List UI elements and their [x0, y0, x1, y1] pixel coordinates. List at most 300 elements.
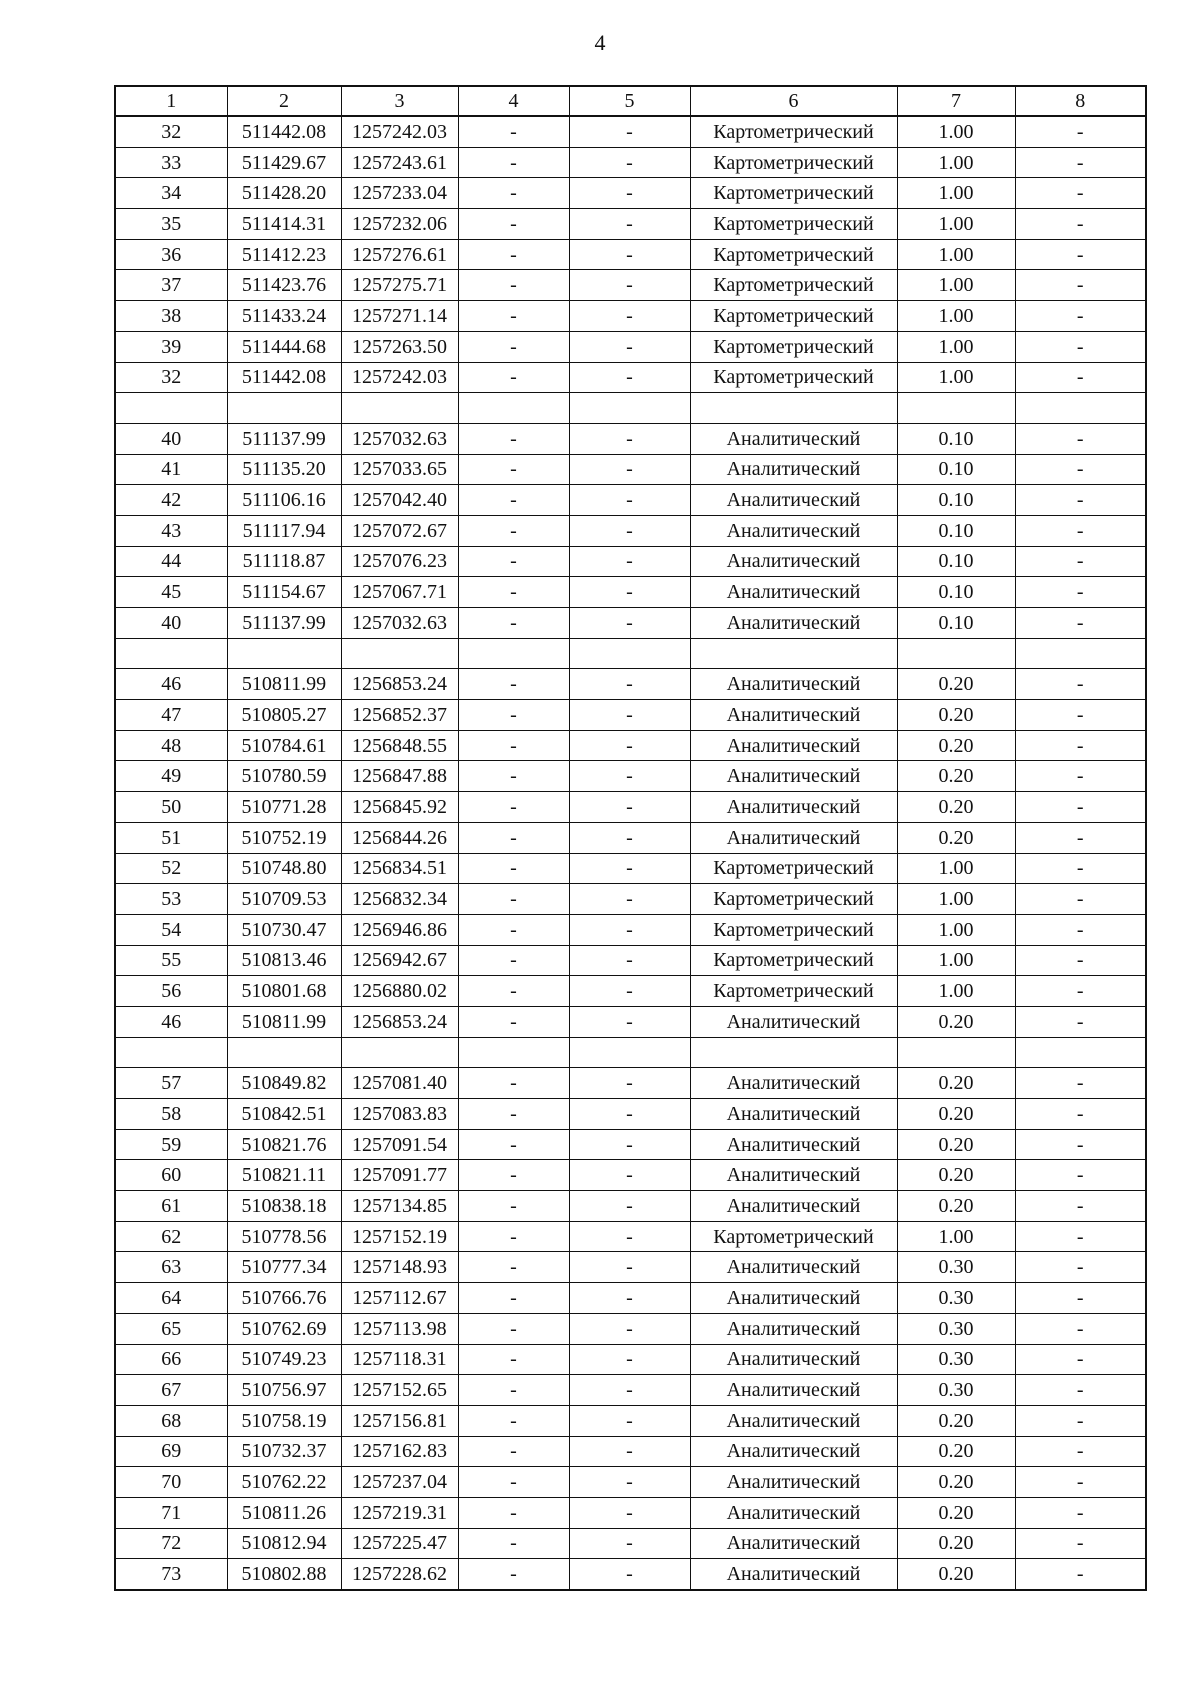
cell-coord-x: 510762.22	[227, 1467, 341, 1498]
cell-col-5: -	[569, 239, 690, 270]
cell-coord-y: 1257225.47	[341, 1528, 458, 1559]
cell-coord-y: 1257042.40	[341, 485, 458, 516]
cell-coord-y: 1256853.24	[341, 669, 458, 700]
cell-point-number: 58	[115, 1099, 227, 1130]
cell-col-5: -	[569, 1467, 690, 1498]
cell-col-4: -	[458, 1160, 569, 1191]
cell-col-5: -	[569, 1559, 690, 1590]
cell-method: Аналитический	[690, 1129, 897, 1160]
cell-col-8: -	[1015, 976, 1146, 1007]
column-header-6: 6	[690, 86, 897, 116]
cell-coord-y	[341, 638, 458, 669]
cell-coord-y: 1257263.50	[341, 331, 458, 362]
column-header-1: 1	[115, 86, 227, 116]
cell-method: Аналитический	[690, 730, 897, 761]
cell-coord-x: 511429.67	[227, 147, 341, 178]
cell-point-number: 60	[115, 1160, 227, 1191]
cell-col-4: -	[458, 1129, 569, 1160]
cell-coord-y: 1256845.92	[341, 792, 458, 823]
coordinates-table	[114, 85, 1147, 1591]
cell-point-number: 59	[115, 1129, 227, 1160]
cell-method: Картометрический	[690, 239, 897, 270]
cell-coord-y: 1257243.61	[341, 147, 458, 178]
cell-col-5: -	[569, 761, 690, 792]
cell-accuracy: 0.20	[897, 1405, 1015, 1436]
cell-point-number: 71	[115, 1497, 227, 1528]
table-row	[115, 669, 1146, 700]
cell-point-number: 32	[115, 116, 227, 147]
cell-accuracy: 0.10	[897, 454, 1015, 485]
table-row	[115, 515, 1146, 546]
cell-col-5: -	[569, 485, 690, 516]
cell-col-8: -	[1015, 1313, 1146, 1344]
cell-col-5: -	[569, 1129, 690, 1160]
cell-coord-x: 510756.97	[227, 1375, 341, 1406]
cell-coord-x: 510813.46	[227, 945, 341, 976]
cell-col-5: -	[569, 945, 690, 976]
cell-accuracy: 0.30	[897, 1344, 1015, 1375]
column-header-2: 2	[227, 86, 341, 116]
cell-col-8: -	[1015, 1436, 1146, 1467]
cell-coord-x: 510801.68	[227, 976, 341, 1007]
cell-point-number: 45	[115, 577, 227, 608]
cell-method: Аналитический	[690, 700, 897, 731]
cell-col-5: -	[569, 1405, 690, 1436]
cell-method: Аналитический	[690, 1405, 897, 1436]
cell-coord-y: 1256880.02	[341, 976, 458, 1007]
cell-coord-x: 511433.24	[227, 301, 341, 332]
cell-col-5	[569, 638, 690, 669]
cell-col-5: -	[569, 822, 690, 853]
cell-col-8: -	[1015, 1191, 1146, 1222]
cell-col-4: -	[458, 577, 569, 608]
cell-point-number: 40	[115, 608, 227, 639]
cell-point-number: 43	[115, 515, 227, 546]
cell-col-8: -	[1015, 116, 1146, 147]
cell-method: Картометрический	[690, 116, 897, 147]
cell-col-4: -	[458, 669, 569, 700]
cell-col-4: -	[458, 608, 569, 639]
cell-col-8: -	[1015, 700, 1146, 731]
cell-coord-y: 1256946.86	[341, 914, 458, 945]
cell-point-number: 54	[115, 914, 227, 945]
cell-coord-x: 511137.99	[227, 608, 341, 639]
cell-point-number: 47	[115, 700, 227, 731]
cell-col-5	[569, 393, 690, 424]
cell-point-number: 36	[115, 239, 227, 270]
cell-col-5: -	[569, 1344, 690, 1375]
cell-method: Аналитический	[690, 1313, 897, 1344]
cell-col-4: -	[458, 945, 569, 976]
cell-method: Аналитический	[690, 1436, 897, 1467]
cell-point-number: 39	[115, 331, 227, 362]
cell-coord-y: 1257152.65	[341, 1375, 458, 1406]
cell-accuracy: 0.10	[897, 608, 1015, 639]
cell-accuracy: 0.20	[897, 1160, 1015, 1191]
cell-col-5	[569, 1037, 690, 1068]
cell-coord-y: 1257271.14	[341, 301, 458, 332]
cell-point-number: 49	[115, 761, 227, 792]
cell-method: Картометрический	[690, 331, 897, 362]
cell-point-number: 69	[115, 1436, 227, 1467]
cell-method: Аналитический	[690, 1528, 897, 1559]
cell-col-8: -	[1015, 822, 1146, 853]
cell-coord-x: 511412.23	[227, 239, 341, 270]
cell-col-4: -	[458, 546, 569, 577]
cell-col-8: -	[1015, 1497, 1146, 1528]
cell-coord-x: 511423.76	[227, 270, 341, 301]
cell-accuracy: 1.00	[897, 147, 1015, 178]
cell-coord-y: 1257148.93	[341, 1252, 458, 1283]
cell-method	[690, 1037, 897, 1068]
cell-point-number: 38	[115, 301, 227, 332]
cell-accuracy: 0.30	[897, 1283, 1015, 1314]
cell-col-8: -	[1015, 945, 1146, 976]
cell-coord-x: 510762.69	[227, 1313, 341, 1344]
cell-col-5: -	[569, 270, 690, 301]
cell-col-8: -	[1015, 515, 1146, 546]
cell-point-number: 68	[115, 1405, 227, 1436]
cell-col-4: -	[458, 1191, 569, 1222]
cell-point-number: 57	[115, 1068, 227, 1099]
cell-col-4: -	[458, 1375, 569, 1406]
table-row	[115, 1375, 1146, 1406]
table-row	[115, 976, 1146, 1007]
cell-col-5: -	[569, 546, 690, 577]
cell-coord-x	[227, 638, 341, 669]
table-row	[115, 1006, 1146, 1037]
cell-point-number: 41	[115, 454, 227, 485]
cell-accuracy: 0.20	[897, 1528, 1015, 1559]
cell-point-number: 67	[115, 1375, 227, 1406]
cell-accuracy: 1.00	[897, 178, 1015, 209]
cell-coord-x: 510732.37	[227, 1436, 341, 1467]
cell-col-5: -	[569, 1283, 690, 1314]
cell-col-4: -	[458, 1405, 569, 1436]
cell-coord-y	[341, 393, 458, 424]
cell-coord-y: 1257134.85	[341, 1191, 458, 1222]
cell-coord-y: 1257242.03	[341, 362, 458, 393]
column-header-4: 4	[458, 86, 569, 116]
cell-coord-x: 511118.87	[227, 546, 341, 577]
cell-col-5: -	[569, 884, 690, 915]
cell-accuracy: 0.20	[897, 730, 1015, 761]
cell-point-number: 40	[115, 423, 227, 454]
cell-method: Картометрический	[690, 945, 897, 976]
cell-method: Картометрический	[690, 884, 897, 915]
table-row	[115, 116, 1146, 147]
cell-col-4	[458, 638, 569, 669]
cell-coord-y: 1256853.24	[341, 1006, 458, 1037]
cell-coord-y: 1257032.63	[341, 608, 458, 639]
cell-col-8: -	[1015, 1405, 1146, 1436]
cell-coord-x	[227, 1037, 341, 1068]
table-row	[115, 700, 1146, 731]
cell-col-4: -	[458, 914, 569, 945]
cell-coord-y: 1257067.71	[341, 577, 458, 608]
cell-col-5: -	[569, 730, 690, 761]
cell-coord-y: 1257033.65	[341, 454, 458, 485]
cell-col-4: -	[458, 270, 569, 301]
cell-col-8: -	[1015, 853, 1146, 884]
cell-method: Картометрический	[690, 362, 897, 393]
cell-point-number: 48	[115, 730, 227, 761]
cell-point-number: 33	[115, 147, 227, 178]
cell-col-4: -	[458, 178, 569, 209]
cell-method: Картометрический	[690, 270, 897, 301]
cell-accuracy	[897, 638, 1015, 669]
cell-col-4: -	[458, 209, 569, 240]
cell-accuracy: 1.00	[897, 270, 1015, 301]
cell-method: Аналитический	[690, 1559, 897, 1590]
cell-coord-x: 511442.08	[227, 362, 341, 393]
column-header-7: 7	[897, 86, 1015, 116]
cell-col-5: -	[569, 1497, 690, 1528]
cell-col-8	[1015, 638, 1146, 669]
cell-method: Аналитический	[690, 669, 897, 700]
cell-col-4: -	[458, 1467, 569, 1498]
cell-coord-y	[341, 1037, 458, 1068]
cell-col-4: -	[458, 454, 569, 485]
table-row	[115, 362, 1146, 393]
cell-coord-x: 510821.11	[227, 1160, 341, 1191]
cell-col-8: -	[1015, 914, 1146, 945]
table-row	[115, 301, 1146, 332]
cell-point-number: 42	[115, 485, 227, 516]
table-row	[115, 1313, 1146, 1344]
cell-col-5: -	[569, 1221, 690, 1252]
cell-col-5: -	[569, 853, 690, 884]
page-number: 4	[594, 30, 606, 55]
cell-point-number: 46	[115, 669, 227, 700]
cell-accuracy: 0.20	[897, 1129, 1015, 1160]
cell-col-5: -	[569, 515, 690, 546]
cell-coord-y: 1256832.34	[341, 884, 458, 915]
cell-point-number: 37	[115, 270, 227, 301]
cell-col-4: -	[458, 147, 569, 178]
cell-col-5: -	[569, 1006, 690, 1037]
cell-coord-x: 511135.20	[227, 454, 341, 485]
header-row	[115, 86, 1146, 116]
table-row	[115, 209, 1146, 240]
cell-col-4: -	[458, 1099, 569, 1130]
table-row	[115, 730, 1146, 761]
table-row	[115, 1099, 1146, 1130]
cell-coord-y: 1257275.71	[341, 270, 458, 301]
cell-point-number: 63	[115, 1252, 227, 1283]
cell-method: Аналитический	[690, 1467, 897, 1498]
table-row-separator	[115, 393, 1146, 424]
cell-point-number: 70	[115, 1467, 227, 1498]
cell-col-8: -	[1015, 1006, 1146, 1037]
cell-col-5: -	[569, 1528, 690, 1559]
cell-coord-y: 1257242.03	[341, 116, 458, 147]
table-row	[115, 1252, 1146, 1283]
cell-col-8: -	[1015, 423, 1146, 454]
cell-col-4: -	[458, 976, 569, 1007]
table-row	[115, 761, 1146, 792]
cell-accuracy	[897, 1037, 1015, 1068]
cell-point-number: 51	[115, 822, 227, 853]
cell-coord-y: 1256847.88	[341, 761, 458, 792]
cell-point-number: 73	[115, 1559, 227, 1590]
cell-col-5: -	[569, 1068, 690, 1099]
cell-accuracy: 0.20	[897, 1006, 1015, 1037]
cell-coord-y: 1257091.54	[341, 1129, 458, 1160]
table-row	[115, 853, 1146, 884]
cell-col-8: -	[1015, 1559, 1146, 1590]
cell-accuracy: 0.20	[897, 1436, 1015, 1467]
cell-method: Картометрический	[690, 301, 897, 332]
cell-accuracy: 1.00	[897, 301, 1015, 332]
cell-coord-x: 510811.99	[227, 669, 341, 700]
cell-col-8: -	[1015, 792, 1146, 823]
cell-coord-x: 510780.59	[227, 761, 341, 792]
cell-method: Аналитический	[690, 1252, 897, 1283]
cell-accuracy: 0.20	[897, 700, 1015, 731]
cell-coord-y: 1257072.67	[341, 515, 458, 546]
cell-col-8: -	[1015, 1283, 1146, 1314]
cell-method: Аналитический	[690, 515, 897, 546]
cell-coord-x: 510766.76	[227, 1283, 341, 1314]
cell-accuracy: 0.20	[897, 1099, 1015, 1130]
cell-col-4	[458, 1037, 569, 1068]
cell-accuracy: 0.20	[897, 1467, 1015, 1498]
cell-point-number: 34	[115, 178, 227, 209]
cell-col-5: -	[569, 147, 690, 178]
cell-coord-y: 1257083.83	[341, 1099, 458, 1130]
cell-col-8: -	[1015, 454, 1146, 485]
cell-coord-x: 510812.94	[227, 1528, 341, 1559]
cell-col-4: -	[458, 301, 569, 332]
cell-method: Картометрический	[690, 976, 897, 1007]
cell-col-4: -	[458, 1252, 569, 1283]
cell-point-number: 46	[115, 1006, 227, 1037]
cell-col-8: -	[1015, 608, 1146, 639]
cell-accuracy: 0.20	[897, 822, 1015, 853]
cell-col-4: -	[458, 1497, 569, 1528]
cell-coord-y: 1256852.37	[341, 700, 458, 731]
cell-method: Аналитический	[690, 822, 897, 853]
cell-method: Аналитический	[690, 577, 897, 608]
cell-accuracy: 1.00	[897, 362, 1015, 393]
cell-col-5: -	[569, 1099, 690, 1130]
cell-accuracy: 0.30	[897, 1252, 1015, 1283]
cell-coord-x: 511117.94	[227, 515, 341, 546]
table-row	[115, 884, 1146, 915]
cell-coord-x: 510758.19	[227, 1405, 341, 1436]
cell-point-number: 66	[115, 1344, 227, 1375]
cell-col-5: -	[569, 577, 690, 608]
cell-accuracy: 0.20	[897, 1497, 1015, 1528]
cell-method: Картометрический	[690, 853, 897, 884]
cell-col-8: -	[1015, 577, 1146, 608]
cell-coord-x: 510838.18	[227, 1191, 341, 1222]
cell-col-8: -	[1015, 331, 1146, 362]
table-row	[115, 1191, 1146, 1222]
cell-col-5: -	[569, 1436, 690, 1467]
cell-col-5: -	[569, 792, 690, 823]
cell-accuracy: 1.00	[897, 884, 1015, 915]
cell-method: Аналитический	[690, 1344, 897, 1375]
cell-method: Картометрический	[690, 178, 897, 209]
cell-coord-y: 1257118.31	[341, 1344, 458, 1375]
cell-col-5: -	[569, 301, 690, 332]
table-row	[115, 1436, 1146, 1467]
table-row	[115, 914, 1146, 945]
cell-accuracy: 0.30	[897, 1313, 1015, 1344]
cell-col-5: -	[569, 608, 690, 639]
cell-accuracy: 1.00	[897, 239, 1015, 270]
cell-point-number: 55	[115, 945, 227, 976]
cell-method: Аналитический	[690, 1006, 897, 1037]
cell-col-8: -	[1015, 1344, 1146, 1375]
cell-col-5: -	[569, 914, 690, 945]
cell-col-4: -	[458, 822, 569, 853]
cell-coord-y: 1257233.04	[341, 178, 458, 209]
cell-col-5: -	[569, 209, 690, 240]
cell-coord-x: 511444.68	[227, 331, 341, 362]
cell-col-8: -	[1015, 209, 1146, 240]
cell-col-8: -	[1015, 884, 1146, 915]
cell-method	[690, 393, 897, 424]
cell-coord-x: 510777.34	[227, 1252, 341, 1283]
cell-accuracy: 0.30	[897, 1375, 1015, 1406]
cell-col-8: -	[1015, 1099, 1146, 1130]
table-header	[115, 86, 1146, 116]
cell-col-4: -	[458, 792, 569, 823]
cell-coord-y: 1257081.40	[341, 1068, 458, 1099]
cell-coord-x: 510771.28	[227, 792, 341, 823]
cell-method: Аналитический	[690, 454, 897, 485]
table-row	[115, 485, 1146, 516]
cell-coord-x: 510784.61	[227, 730, 341, 761]
table-row	[115, 1344, 1146, 1375]
cell-coord-x: 510811.26	[227, 1497, 341, 1528]
cell-coord-x: 510778.56	[227, 1221, 341, 1252]
cell-coord-x: 510805.27	[227, 700, 341, 731]
cell-point-number: 56	[115, 976, 227, 1007]
cell-coord-x: 510849.82	[227, 1068, 341, 1099]
column-header-3: 3	[341, 86, 458, 116]
cell-method: Аналитический	[690, 546, 897, 577]
cell-coord-y: 1257276.61	[341, 239, 458, 270]
cell-accuracy: 0.20	[897, 1559, 1015, 1590]
table-row	[115, 454, 1146, 485]
cell-col-4: -	[458, 700, 569, 731]
cell-method: Картометрический	[690, 1221, 897, 1252]
table-row	[115, 577, 1146, 608]
cell-coord-x: 510842.51	[227, 1099, 341, 1130]
table-row	[115, 945, 1146, 976]
cell-coord-x	[227, 393, 341, 424]
cell-col-5: -	[569, 669, 690, 700]
cell-method: Аналитический	[690, 423, 897, 454]
cell-point-number: 35	[115, 209, 227, 240]
cell-method: Аналитический	[690, 1099, 897, 1130]
cell-col-5: -	[569, 178, 690, 209]
cell-col-8: -	[1015, 147, 1146, 178]
table-row	[115, 1160, 1146, 1191]
cell-method	[690, 638, 897, 669]
cell-method: Аналитический	[690, 1068, 897, 1099]
cell-accuracy: 1.00	[897, 1221, 1015, 1252]
cell-col-5: -	[569, 362, 690, 393]
cell-col-8: -	[1015, 1252, 1146, 1283]
cell-coord-y: 1257219.31	[341, 1497, 458, 1528]
cell-point-number: 61	[115, 1191, 227, 1222]
table-row	[115, 1559, 1146, 1590]
